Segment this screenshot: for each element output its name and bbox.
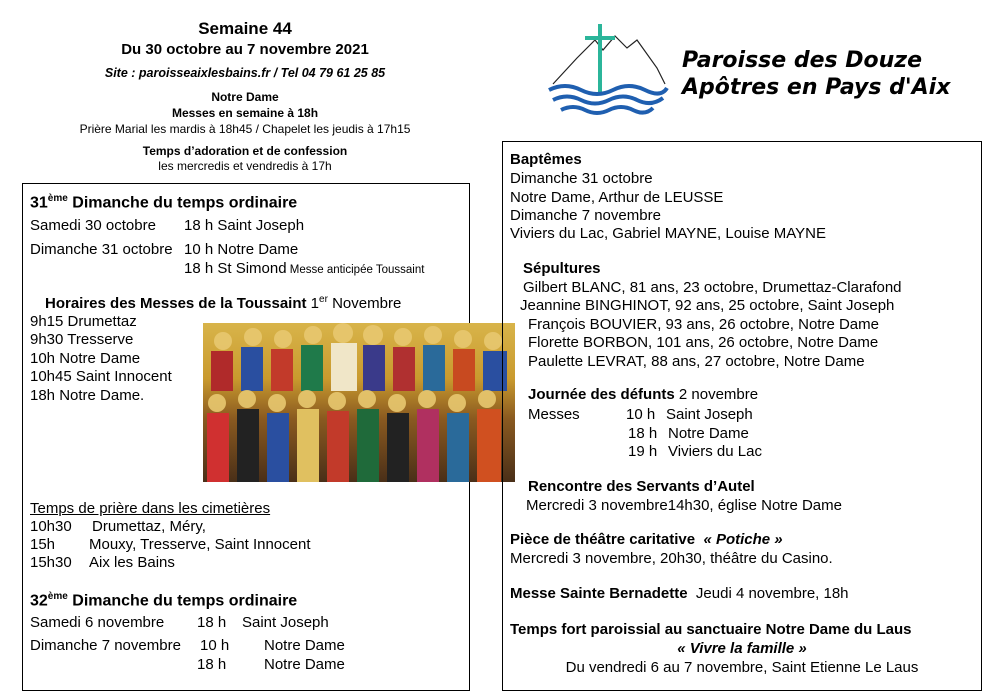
adoration-title: Temps d’adoration et de confession bbox=[142, 144, 348, 158]
d32-place: Saint Joseph bbox=[242, 614, 329, 631]
sepulture-line: Gilbert BLANC, 81 ans, 23 octobre, Drumettaz-Clarafond bbox=[523, 279, 902, 296]
cimetiere-place: Mouxy, Tresserve, Saint Innocent bbox=[89, 536, 311, 553]
cimetiere-time: 15h bbox=[30, 536, 56, 553]
bapteme-line: Viviers du Lac, Gabriel MAYNE, Louise MAYNE bbox=[510, 225, 826, 242]
parish-logo bbox=[545, 22, 670, 117]
toussaint-item: 10h Notre Dame bbox=[30, 350, 141, 367]
baptemes-title: Baptêmes bbox=[510, 151, 582, 168]
dates-range: Du 30 octobre au 7 novembre 2021 bbox=[121, 41, 369, 58]
d32-place: Notre Dame bbox=[264, 656, 345, 673]
logo-line-2: Apôtres en Pays d'Aix bbox=[682, 75, 951, 100]
defunts-title: Journée des défunts 2 novembre bbox=[528, 386, 759, 403]
defunts-time: 10 h bbox=[626, 406, 656, 423]
saints-painting-icon bbox=[203, 323, 515, 482]
logo-icon bbox=[545, 22, 670, 117]
notre-dame-title: Notre Dame bbox=[211, 90, 279, 104]
dimanche-32-title: 32ème Dimanche du temps ordinaire bbox=[30, 591, 298, 610]
toussaint-item: 9h15 Drumettaz bbox=[30, 313, 137, 330]
toussaint-item: 18h Notre Dame. bbox=[30, 387, 145, 404]
adoration-days: les mercredis et vendredis à 17h bbox=[158, 159, 332, 173]
servants-title: Rencontre des Servants d’Autel bbox=[528, 478, 755, 495]
semaine-title: Semaine 44 bbox=[198, 19, 292, 38]
toussaint-item: 9h30 Tresserve bbox=[30, 331, 134, 348]
cimetiere-place: Aix les Bains bbox=[89, 554, 175, 571]
cimetiere-time: 15h30 bbox=[30, 554, 72, 571]
bapteme-line: Dimanche 7 novembre bbox=[510, 207, 661, 224]
d31-anticipee: 18 h St Simond Messe anticipée Toussaint bbox=[184, 260, 425, 277]
cimetiere-place: Drumettaz, Méry, bbox=[92, 518, 206, 535]
defunts-time: 18 h bbox=[628, 425, 658, 442]
laus-title: Temps fort paroissial au sanctuaire Notre Dame du Laus bbox=[510, 621, 912, 638]
defunts-place: Saint Joseph bbox=[666, 406, 753, 423]
d32-day: Dimanche 7 novembre bbox=[30, 637, 181, 654]
theatre-title: Pièce de théâtre caritative « Potiche » bbox=[510, 531, 783, 548]
dimanche-31-title: 31ème Dimanche du temps ordinaire bbox=[30, 193, 298, 212]
servants-text: Mercredi 3 novembre14h30, église Notre Dame bbox=[526, 497, 842, 514]
theatre-text: Mercredi 3 novembre, 20h30, théâtre du Casino. bbox=[510, 550, 833, 567]
d32-time: 18 h bbox=[197, 656, 227, 673]
sepulture-line: Florette BORBON, 101 ans, 26 octobre, Notre Dame bbox=[528, 334, 879, 351]
d31-samedi-time: 18 h Saint Joseph bbox=[184, 217, 305, 234]
logo-line-1: Paroisse des Douze bbox=[682, 48, 923, 73]
saints-painting bbox=[203, 323, 515, 482]
d31-dimanche-day: Dimanche 31 octobre bbox=[30, 241, 173, 258]
d32-place: Notre Dame bbox=[264, 637, 345, 654]
defunts-label: Messes bbox=[528, 406, 580, 423]
laus-subtitle: « Vivre la famille » bbox=[677, 640, 807, 657]
d31-samedi-day: Samedi 30 octobre bbox=[30, 217, 156, 234]
sepulture-line: Jeannine BINGHINOT, 92 ans, 25 octobre, Saint Joseph bbox=[520, 297, 895, 314]
cimetieres-title: Temps de prière dans les cimetières bbox=[30, 500, 271, 517]
bapteme-line: Dimanche 31 octobre bbox=[510, 170, 653, 187]
defunts-place: Viviers du Lac bbox=[668, 443, 762, 460]
d32-time: 10 h bbox=[200, 637, 230, 654]
d32-time: 18 h bbox=[197, 614, 227, 631]
sepultures-title: Sépultures bbox=[523, 260, 601, 277]
defunts-place: Notre Dame bbox=[668, 425, 749, 442]
bernadette-line: Messe Sainte Bernadette Jeudi 4 novembre, 18h bbox=[510, 585, 849, 602]
messes-semaine: Messes en semaine à 18h bbox=[171, 106, 319, 120]
d32-day: Samedi 6 novembre bbox=[30, 614, 165, 631]
sepulture-line: Paulette LEVRAT, 88 ans, 27 octobre, Notre Dame bbox=[528, 353, 865, 370]
laus-text: Du vendredi 6 au 7 novembre, Saint Etienne Le Laus bbox=[565, 659, 919, 676]
d31-dimanche-time: 10 h Notre Dame bbox=[184, 241, 299, 258]
priere-info: Prière Marial les mardis à 18h45 / Chapelet les jeudis à 17h15 bbox=[79, 122, 411, 136]
bapteme-line: Notre Dame, Arthur de LEUSSE bbox=[510, 189, 724, 206]
cimetiere-time: 10h30 bbox=[30, 518, 72, 535]
toussaint-item: 10h45 Saint Innocent bbox=[30, 368, 172, 385]
defunts-time: 19 h bbox=[628, 443, 658, 460]
site-info: Site : paroisseaixlesbains.fr / Tel 04 79 61 25 85 bbox=[104, 66, 386, 80]
sepulture-line: François BOUVIER, 93 ans, 26 octobre, Notre Dame bbox=[528, 316, 879, 333]
toussaint-title: Horaires des Messes de la Toussaint 1er Novembre bbox=[45, 294, 402, 312]
